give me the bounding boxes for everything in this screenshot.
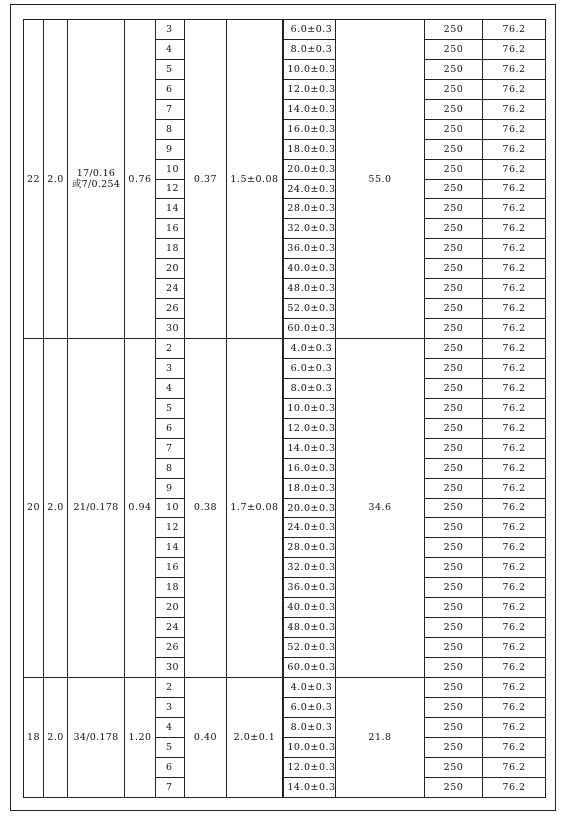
voltage-cell: 250 [425,59,483,79]
value-cell: 76.2 [483,677,546,697]
cores-cell: 6 [156,757,185,777]
sheath-cell [283,757,336,777]
cores-cell: 6 [156,79,185,99]
sheath-value: 48.0±0.3 [283,279,336,298]
sheath-value: 12.0±0.3 [283,80,336,99]
voltage-cell: 250 [425,478,483,498]
voltage-cell: 250 [425,119,483,139]
sheath-cell [283,139,336,159]
voltage-cell: 250 [425,578,483,598]
voltage-cell: 250 [425,279,483,299]
awg-cell: 18 [24,677,44,797]
voltage-cell: 250 [425,79,483,99]
sheath-cell [283,438,336,458]
sheath-cell [283,378,336,398]
value-cell: 76.2 [483,199,546,219]
resistance-cell: 55.0 [336,20,425,339]
voltage-cell: 250 [425,737,483,757]
cores-cell: 24 [156,618,185,638]
cores-cell: 9 [156,139,185,159]
cores-cell: 6 [156,418,185,438]
sheath-value: 6.0±0.3 [283,698,336,717]
cores-cell: 26 [156,638,185,658]
sheath-value: 36.0±0.3 [283,578,336,597]
conductor-od-cell: 1.20 [125,677,156,797]
sheath-cell [283,99,336,119]
sheath-cell [283,179,336,199]
awg-cell: 22 [24,20,44,339]
cores-cell: 18 [156,239,185,259]
cores-cell: 7 [156,777,185,797]
sheath-cell [283,279,336,299]
value-cell: 76.2 [483,578,546,598]
insulation-cell: 2.0 [44,339,68,678]
sheath-cell [283,358,336,378]
cores-cell: 16 [156,558,185,578]
cores-cell: 9 [156,478,185,498]
value-cell: 76.2 [483,458,546,478]
sheath-value: 32.0±0.3 [283,219,336,238]
value-cell: 76.2 [483,20,546,40]
value-cell: 76.2 [483,39,546,59]
sheath-value: 32.0±0.3 [283,558,336,577]
sheath-cell [283,518,336,538]
sheath-value: 4.0±0.3 [283,339,336,358]
sheath-cell [283,219,336,239]
voltage-cell: 250 [425,658,483,678]
sheath-value: 6.0±0.3 [283,359,336,378]
cores-cell: 5 [156,398,185,418]
wire-od-cell: 2.0±0.1 [227,677,283,797]
sheath-value: 16.0±0.3 [283,120,336,139]
cores-cell: 3 [156,697,185,717]
thickness-cell: 0.38 [185,339,227,678]
cores-cell: 20 [156,598,185,618]
sheath-value: 18.0±0.3 [283,140,336,159]
cores-cell: 24 [156,279,185,299]
voltage-cell: 250 [425,777,483,797]
voltage-cell: 250 [425,458,483,478]
thickness-cell: 0.40 [185,677,227,797]
value-cell: 76.2 [483,777,546,797]
sheath-cell [283,578,336,598]
sheath-cell [283,299,336,319]
value-cell: 76.2 [483,658,546,678]
cores-cell: 4 [156,717,185,737]
sheath-value: 24.0±0.3 [283,180,336,199]
cores-cell: 5 [156,59,185,79]
voltage-cell: 250 [425,418,483,438]
cores-cell: 30 [156,658,185,678]
wire-od-cell: 1.7±0.08 [227,339,283,678]
table-row [24,339,546,359]
value-cell: 76.2 [483,498,546,518]
cores-cell: 20 [156,259,185,279]
value-cell: 76.2 [483,279,546,299]
sheath-cell [283,239,336,259]
sheath-value: 8.0±0.3 [283,718,336,737]
voltage-cell: 250 [425,697,483,717]
cores-cell: 4 [156,39,185,59]
cores-cell: 10 [156,498,185,518]
sheath-value: 36.0±0.3 [283,239,336,258]
sheath-cell [283,618,336,638]
sheath-value: 12.0±0.3 [283,419,336,438]
voltage-cell: 250 [425,677,483,697]
cores-cell: 12 [156,179,185,199]
cores-cell: 5 [156,737,185,757]
voltage-cell: 250 [425,259,483,279]
cores-cell: 8 [156,458,185,478]
sheath-cell [283,697,336,717]
value-cell: 76.2 [483,358,546,378]
resistance-cell: 21.8 [336,677,425,797]
voltage-cell: 250 [425,39,483,59]
sheath-cell [283,79,336,99]
sheath-value: 10.0±0.3 [283,60,336,79]
resistance-cell: 34.6 [336,339,425,678]
value-cell: 76.2 [483,339,546,359]
wire-od-cell: 1.5±0.08 [227,20,283,339]
sheath-value: 16.0±0.3 [283,459,336,478]
sheath-value: 12.0±0.3 [283,758,336,777]
voltage-cell: 250 [425,558,483,578]
cores-cell: 3 [156,20,185,40]
sheath-cell [283,159,336,179]
value-cell: 76.2 [483,478,546,498]
voltage-cell: 250 [425,638,483,658]
sheath-cell [283,458,336,478]
sheath-cell [283,558,336,578]
voltage-cell: 250 [425,717,483,737]
thickness-cell: 0.37 [185,20,227,339]
sheath-cell [283,538,336,558]
voltage-cell: 250 [425,99,483,119]
value-cell: 76.2 [483,618,546,638]
strand-line: 34/0.178 [73,731,119,743]
cores-cell: 7 [156,438,185,458]
voltage-cell: 250 [425,139,483,159]
sheath-cell [283,638,336,658]
value-cell: 76.2 [483,219,546,239]
cores-cell: 14 [156,199,185,219]
sheath-value: 14.0±0.3 [283,778,336,797]
sheath-cell [283,737,336,757]
cores-cell: 14 [156,538,185,558]
sheath-cell [283,39,336,59]
value-cell: 76.2 [483,179,546,199]
voltage-cell: 250 [425,498,483,518]
sheath-cell [283,319,336,339]
sheath-value: 10.0±0.3 [283,399,336,418]
sheath-cell [283,398,336,418]
voltage-cell: 250 [425,598,483,618]
conductor-od-cell: 0.94 [125,339,156,678]
sheath-value: 60.0±0.3 [283,319,336,338]
strand-cell [68,339,125,678]
cores-cell: 2 [156,339,185,359]
sheath-value: 28.0±0.3 [283,199,336,218]
sheath-value: 24.0±0.3 [283,518,336,537]
value-cell: 76.2 [483,59,546,79]
strand-cell [68,20,125,339]
sheath-value: 20.0±0.3 [283,499,336,518]
sheath-value: 4.0±0.3 [283,678,336,697]
cores-cell: 12 [156,518,185,538]
strand-cell [68,677,125,797]
value-cell: 76.2 [483,737,546,757]
conductor-od-cell: 0.76 [125,20,156,339]
voltage-cell: 250 [425,398,483,418]
value-cell: 76.2 [483,538,546,558]
value-cell: 76.2 [483,697,546,717]
spec-table-body [24,20,546,798]
cores-cell: 26 [156,299,185,319]
cores-cell: 30 [156,319,185,339]
cores-cell: 2 [156,677,185,697]
cores-cell: 4 [156,378,185,398]
spec-table [23,19,546,798]
sheath-cell [283,418,336,438]
sheath-cell [283,598,336,618]
sheath-value: 60.0±0.3 [283,658,336,677]
sheath-cell [283,478,336,498]
sheath-value: 20.0±0.3 [283,160,336,179]
sheath-cell [283,498,336,518]
cores-cell: 18 [156,578,185,598]
sheath-cell [283,119,336,139]
value-cell: 76.2 [483,139,546,159]
value-cell: 76.2 [483,299,546,319]
voltage-cell: 250 [425,358,483,378]
cores-cell: 3 [156,358,185,378]
voltage-cell: 250 [425,219,483,239]
sheath-cell [283,717,336,737]
sheath-cell [283,777,336,797]
sheath-cell [283,259,336,279]
sheath-cell [283,658,336,678]
value-cell: 76.2 [483,717,546,737]
sheath-cell [283,677,336,697]
value-cell: 76.2 [483,518,546,538]
sheath-value: 52.0±0.3 [283,299,336,318]
voltage-cell: 250 [425,339,483,359]
table-row [24,677,546,697]
value-cell: 76.2 [483,398,546,418]
insulation-cell: 2.0 [44,20,68,339]
sheath-value: 8.0±0.3 [283,40,336,59]
sheath-value: 14.0±0.3 [283,439,336,458]
voltage-cell: 250 [425,20,483,40]
value-cell: 76.2 [483,598,546,618]
sheath-value: 52.0±0.3 [283,638,336,657]
value-cell: 76.2 [483,319,546,339]
value-cell: 76.2 [483,638,546,658]
sheath-cell [283,59,336,79]
table-row [24,20,546,40]
voltage-cell: 250 [425,239,483,259]
cores-cell: 7 [156,99,185,119]
strand-line: 或7/0.254 [71,179,121,190]
voltage-cell: 250 [425,179,483,199]
sheath-value: 40.0±0.3 [283,259,336,278]
voltage-cell: 250 [425,438,483,458]
sheath-cell [283,199,336,219]
voltage-cell: 250 [425,518,483,538]
sheath-cell [283,339,336,359]
voltage-cell: 250 [425,159,483,179]
strand-line: 17/0.16 [76,168,116,179]
voltage-cell: 250 [425,299,483,319]
value-cell: 76.2 [483,119,546,139]
sheath-value: 48.0±0.3 [283,618,336,637]
insulation-cell: 2.0 [44,677,68,797]
voltage-cell: 250 [425,378,483,398]
value-cell: 76.2 [483,378,546,398]
sheath-value: 8.0±0.3 [283,379,336,398]
value-cell: 76.2 [483,159,546,179]
cores-cell: 10 [156,159,185,179]
voltage-cell: 250 [425,618,483,638]
value-cell: 76.2 [483,99,546,119]
value-cell: 76.2 [483,239,546,259]
voltage-cell: 250 [425,538,483,558]
sheath-value: 40.0±0.3 [283,598,336,617]
value-cell: 76.2 [483,558,546,578]
sheath-cell [283,20,336,40]
voltage-cell: 250 [425,757,483,777]
value-cell: 76.2 [483,259,546,279]
cores-cell: 16 [156,219,185,239]
voltage-cell: 250 [425,319,483,339]
sheath-value: 10.0±0.3 [283,738,336,757]
awg-cell: 20 [24,339,44,678]
value-cell: 76.2 [483,438,546,458]
voltage-cell: 250 [425,199,483,219]
sheath-value: 14.0±0.3 [283,100,336,119]
value-cell: 76.2 [483,418,546,438]
value-cell: 76.2 [483,79,546,99]
sheath-value: 18.0±0.3 [283,479,336,498]
cores-cell: 8 [156,119,185,139]
sheath-value: 28.0±0.3 [283,538,336,557]
sheath-value: 6.0±0.3 [283,20,336,39]
value-cell: 76.2 [483,757,546,777]
strand-line: 21/0.178 [73,502,119,514]
